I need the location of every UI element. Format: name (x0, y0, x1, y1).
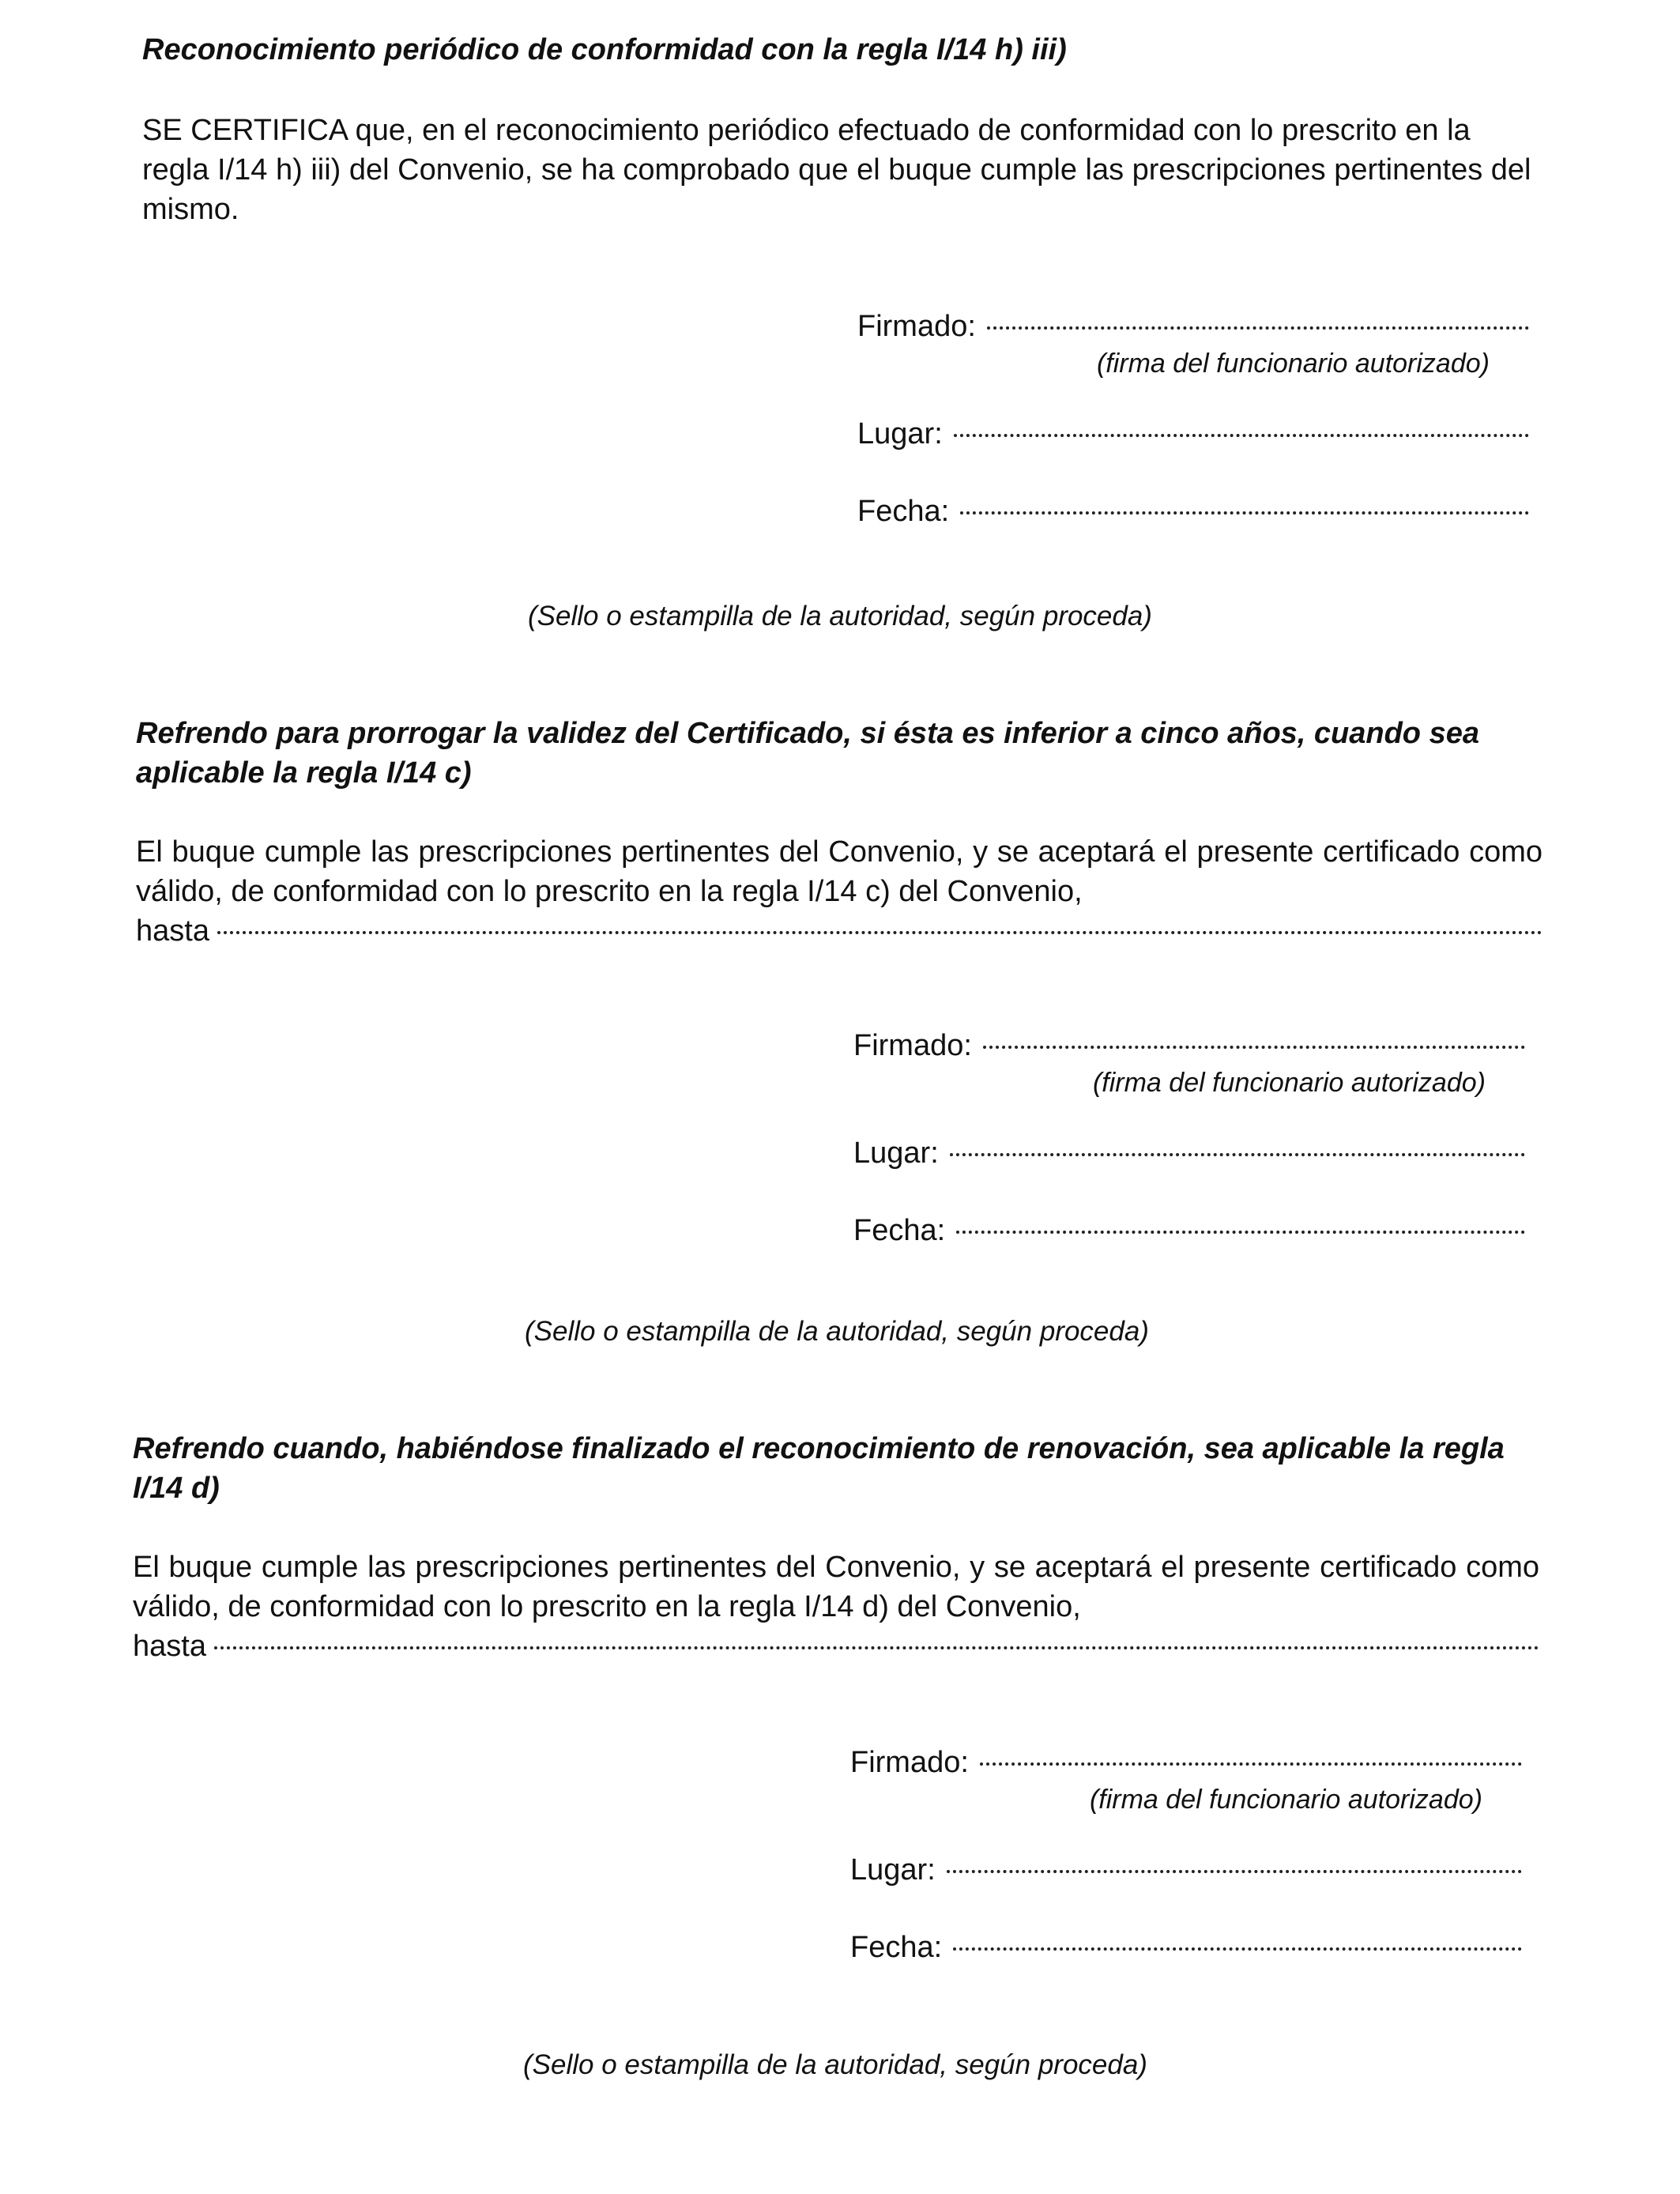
firmado-field (857, 307, 1529, 346)
stamp-note: (Sello o estampilla de la autoridad, según proceda) (528, 601, 1152, 631)
section-renewal-endorsement (133, 1429, 1539, 1666)
fecha-field (853, 1211, 1525, 1250)
lugar-field (857, 414, 1529, 454)
firmado-label: Firmado: (853, 1029, 972, 1062)
lugar-blank[interactable] (954, 434, 1529, 437)
hasta-label: hasta (136, 914, 209, 948)
stamp-note: (Sello o estampilla de la autoridad, según proceda) (525, 1316, 1149, 1347)
lugar-field (850, 1850, 1522, 1890)
firmado-field (850, 1743, 1522, 1782)
lugar-blank[interactable] (947, 1870, 1522, 1873)
hasta-blank[interactable] (214, 1646, 1539, 1649)
fecha-blank[interactable] (953, 1947, 1522, 1951)
signature-caption: (firma del funcionario autorizado) (1096, 349, 1490, 379)
fecha-blank[interactable] (960, 511, 1529, 515)
section-body: SE CERTIFICA que, en el reconocimiento periódico efectuado de conformidad con lo prescrito en la regla I/14 h) iii) del Convenio, se ha comprobado que el buque cumple las prescripciones pertinentes del mismo. (142, 114, 1531, 226)
section-periodic-survey (142, 30, 1549, 229)
section-heading: Refrendo para prorrogar la validez del Certificado, si ésta es inferior a cinco años, cuando sea aplicable la regla I/14 c) (136, 717, 1479, 790)
section-heading: Reconocimiento periódico de conformidad con la regla I/14 h) iii) (142, 33, 1067, 66)
section-body: El buque cumple las prescripciones pertinentes del Convenio, y se aceptará el presente certificado como válido, de conformidad con lo prescrito en la regla I/14 c) del Convenio, (136, 835, 1543, 908)
firmado-blank[interactable] (980, 1762, 1522, 1766)
section-heading: Refrendo cuando, habiéndose finalizado el reconocimiento de renovación, sea aplicable la regla I/14 d) (133, 1432, 1505, 1505)
signature-block (850, 1743, 1522, 1967)
fecha-label: Fecha: (857, 495, 950, 528)
signature-caption: (firma del funcionario autorizado) (1092, 1068, 1486, 1098)
fecha-label: Fecha: (853, 1214, 946, 1247)
lugar-field (853, 1133, 1525, 1173)
hasta-label: hasta (133, 1630, 206, 1663)
fecha-field (857, 492, 1529, 531)
lugar-label: Lugar: (853, 1137, 939, 1170)
firmado-label: Firmado: (857, 310, 976, 343)
lugar-blank[interactable] (950, 1153, 1525, 1156)
firmado-blank[interactable] (983, 1046, 1525, 1049)
signature-block (853, 1026, 1525, 1250)
firmado-field (853, 1026, 1525, 1065)
signature-block (857, 307, 1529, 531)
firmado-blank[interactable] (987, 326, 1529, 330)
lugar-label: Lugar: (850, 1853, 936, 1887)
fecha-field (850, 1928, 1522, 1967)
section-body: El buque cumple las prescripciones pertinentes del Convenio, y se aceptará el presente certificado como válido, de conformidad con lo prescrito en la regla I/14 d) del Convenio, (133, 1551, 1539, 1623)
stamp-note: (Sello o estampilla de la autoridad, según proceda) (523, 2049, 1147, 2080)
section-extension-endorsement (136, 714, 1543, 951)
signature-caption: (firma del funcionario autorizado) (1089, 1785, 1482, 1815)
firmado-label: Firmado: (850, 1746, 969, 1779)
hasta-field (133, 1627, 1539, 1666)
hasta-field (136, 911, 1543, 951)
hasta-blank[interactable] (217, 931, 1543, 934)
fecha-blank[interactable] (956, 1231, 1525, 1234)
fecha-label: Fecha: (850, 1931, 943, 1964)
lugar-label: Lugar: (857, 417, 943, 450)
